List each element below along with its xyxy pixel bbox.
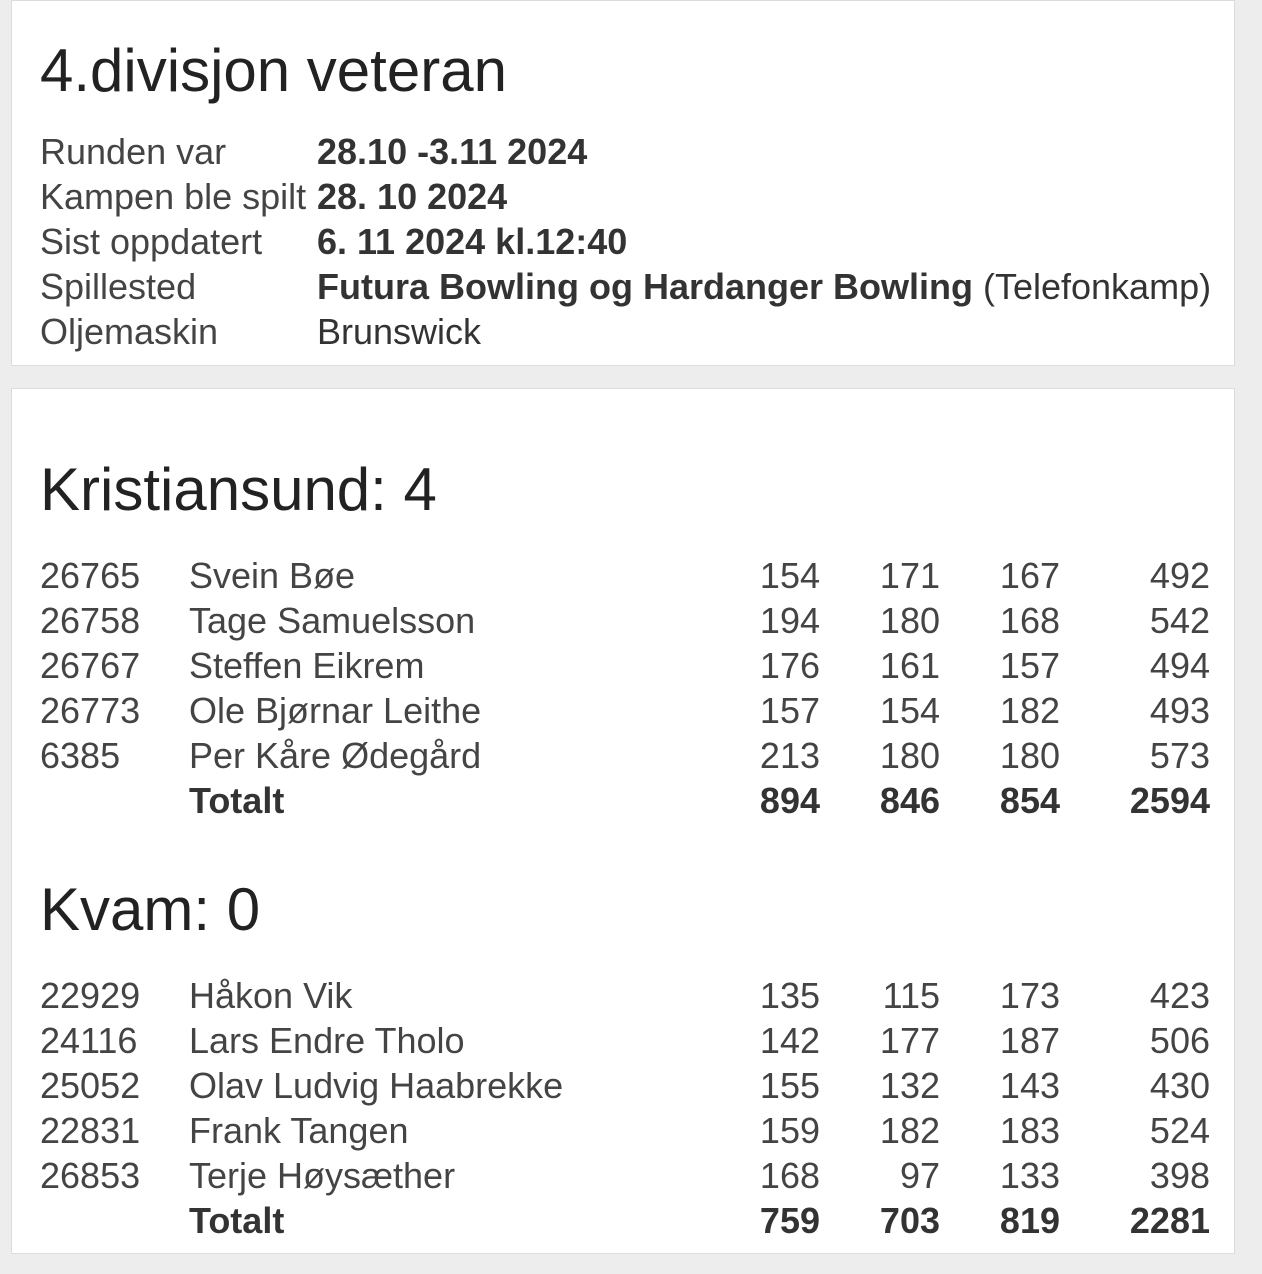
game-2-total: 703 — [879, 1200, 940, 1241]
player-row — [40, 553, 1210, 598]
game-2-total: 846 — [879, 780, 940, 821]
info-label: Sist oppdatert — [40, 221, 263, 262]
info-label: Oljemaskin — [40, 311, 219, 352]
game-2-score: 177 — [879, 1020, 940, 1061]
game-3-score: 133 — [999, 1155, 1060, 1196]
grand-total: 2281 — [1129, 1200, 1210, 1241]
game-3-score: 167 — [999, 555, 1060, 596]
player-name: Svein Bøe — [189, 555, 356, 596]
player-name: Terje Høysæther — [189, 1155, 456, 1196]
player-id: 26765 — [40, 555, 141, 596]
game-1-score: 176 — [759, 645, 820, 686]
info-label: Spillested — [40, 266, 197, 307]
game-3-score: 157 — [999, 645, 1060, 686]
player-id: 22831 — [40, 1110, 141, 1151]
game-1-score: 155 — [759, 1065, 820, 1106]
info-value: 6. 11 2024 kl.12:40 — [317, 221, 628, 262]
match-info-card — [11, 0, 1235, 366]
game-3-total: 819 — [999, 1200, 1060, 1241]
grand-total: 2594 — [1129, 780, 1210, 821]
player-row — [40, 1063, 1210, 1108]
info-value — [317, 264, 1211, 309]
game-1-score: 159 — [759, 1110, 820, 1151]
game-1-score: 157 — [759, 690, 820, 731]
game-2-score: 161 — [879, 645, 940, 686]
player-id: 24116 — [40, 1020, 138, 1061]
player-row — [40, 733, 1210, 778]
game-3-total: 854 — [999, 780, 1060, 821]
game-1-score: 142 — [759, 1020, 820, 1061]
series-total: 542 — [1149, 600, 1210, 641]
player-name: Frank Tangen — [189, 1110, 409, 1151]
series-total: 493 — [1149, 690, 1210, 731]
player-row — [40, 1108, 1210, 1153]
series-total: 398 — [1149, 1155, 1210, 1196]
player-name: Tage Samuelsson — [189, 600, 476, 641]
info-value: 28.10 -3.11 2024 — [317, 131, 588, 172]
series-total: 430 — [1149, 1065, 1210, 1106]
player-row — [40, 598, 1210, 643]
series-total: 524 — [1149, 1110, 1210, 1151]
game-3-score: 168 — [999, 600, 1060, 641]
series-total: 506 — [1149, 1020, 1210, 1061]
game-1-score: 168 — [759, 1155, 820, 1196]
player-id: 22929 — [40, 975, 141, 1016]
series-total: 492 — [1149, 555, 1210, 596]
total-row — [40, 1198, 1210, 1243]
player-id: 26758 — [40, 600, 141, 641]
game-3-score: 182 — [999, 690, 1060, 731]
player-row — [40, 1153, 1210, 1198]
game-2-score: 97 — [899, 1155, 940, 1196]
player-row — [40, 643, 1210, 688]
player-id: 26773 — [40, 690, 141, 731]
page-title: 4.divisjon veteran — [40, 37, 507, 104]
total-label: Totalt — [189, 1200, 285, 1241]
player-name: Lars Endre Tholo — [189, 1020, 465, 1061]
venue-note: (Telefonkamp) — [972, 266, 1212, 307]
game-1-score: 194 — [759, 600, 820, 641]
game-1-total: 894 — [759, 780, 820, 821]
player-name: Ole Bjørnar Leithe — [189, 690, 482, 731]
player-name: Håkon Vik — [189, 975, 353, 1016]
player-name: Olav Ludvig Haabrekke — [189, 1065, 564, 1106]
player-id: 26853 — [40, 1155, 141, 1196]
player-row — [40, 1018, 1210, 1063]
info-value: 28. 10 2024 — [317, 176, 508, 217]
game-1-score: 213 — [759, 735, 820, 776]
team-heading: Kvam: 0 — [40, 876, 261, 943]
game-2-score: 182 — [879, 1110, 940, 1151]
game-2-score: 171 — [879, 555, 940, 596]
game-3-score: 187 — [999, 1020, 1060, 1061]
info-value: Brunswick — [317, 311, 482, 352]
game-2-score: 154 — [879, 690, 940, 731]
game-3-score: 173 — [999, 975, 1060, 1016]
results-card — [11, 388, 1235, 1254]
game-1-total: 759 — [759, 1200, 820, 1241]
player-row — [40, 973, 1210, 1018]
game-2-score: 180 — [879, 600, 940, 641]
game-1-score: 154 — [759, 555, 820, 596]
game-3-score: 183 — [999, 1110, 1060, 1151]
venue-name: Futura Bowling og Hardanger Bowling — [317, 266, 973, 307]
total-row — [40, 778, 1210, 823]
series-total: 573 — [1149, 735, 1210, 776]
game-2-score: 132 — [879, 1065, 940, 1106]
player-name: Steffen Eikrem — [189, 645, 425, 686]
info-label: Runden var — [40, 131, 227, 172]
player-id: 25052 — [40, 1065, 141, 1106]
game-2-score: 115 — [882, 975, 940, 1016]
series-total: 494 — [1149, 645, 1210, 686]
game-3-score: 180 — [999, 735, 1060, 776]
series-total: 423 — [1149, 975, 1210, 1016]
player-row — [40, 688, 1210, 733]
info-label: Kampen ble spilt — [40, 176, 307, 217]
game-3-score: 143 — [999, 1065, 1060, 1106]
game-1-score: 135 — [759, 975, 820, 1016]
player-id: 6385 — [40, 735, 121, 776]
total-label: Totalt — [189, 780, 285, 821]
team-heading: Kristiansund: 4 — [40, 456, 437, 523]
player-name: Per Kåre Ødegård — [189, 735, 482, 776]
game-2-score: 180 — [879, 735, 940, 776]
player-id: 26767 — [40, 645, 141, 686]
